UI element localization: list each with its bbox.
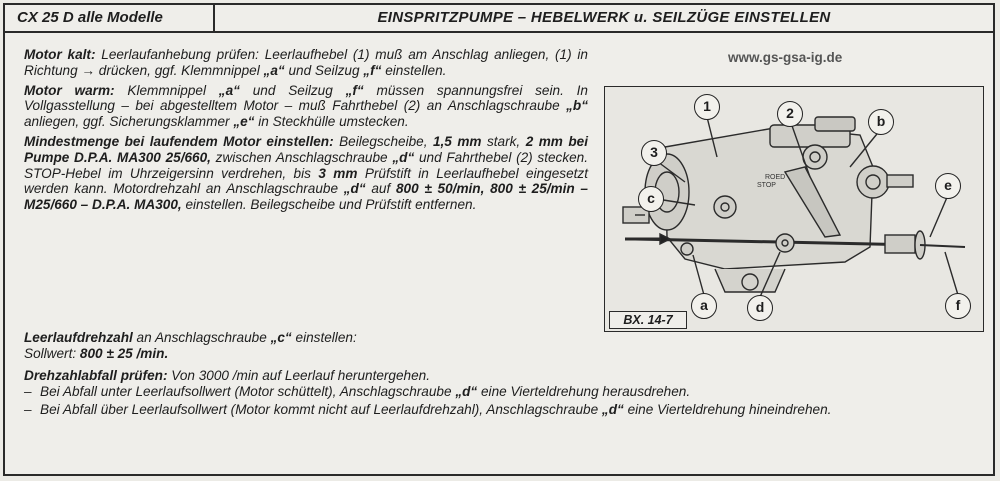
heading-motor-warm: Motor warm:: [24, 82, 115, 98]
callout-a: a: [691, 293, 717, 319]
model-label: CX 25 D alle Modelle: [5, 5, 215, 31]
website-watermark: www.gs-gsa-ig.de: [728, 50, 843, 65]
paragraph-motor-kalt: Motor kalt: Leerlaufanhebung prüfen: Leerlaufhebel (1) muß am Anschlag anliegen, (1) in Richtung → drücken, ggf. Klemmnippel „a“ und Seilzug „f“ einstellen.: [24, 47, 588, 78]
paragraph-leerlauf: Leerlaufdrehzahl an Anschlagschraube „c“ einstellen: Sollwert: 800 ± 25 /min.: [24, 330, 357, 361]
pump-brand-text: ROED: [765, 174, 786, 181]
pump-figure: [604, 86, 984, 332]
heading-motor-kalt: Motor kalt:: [24, 47, 96, 62]
callout-1: 1: [694, 94, 720, 120]
paragraph-motor-warm: Motor warm: Klemmnippel „a“ und Seilzug „f“ müssen spannungsfrei sein. In Vollgasstellung – bei abgestelltem Motor – muß Fahrthebel (2) an Anschlagschraube „b“ anliegen, ggf. Sicherungsklammer „e“ in Steckhülle umstecken.: [24, 82, 588, 130]
callout-b: b: [868, 109, 894, 135]
callout-2: 2: [777, 101, 803, 127]
header-bar: [5, 5, 993, 33]
heading-leerlauf: Leerlaufdrehzahl: [24, 330, 133, 345]
callout-d: d: [747, 295, 773, 321]
figure-label: BX. 14-7: [609, 311, 687, 329]
paragraph-drehzahlabfall: Drehzahlabfall prüfen: Von 3000 /min auf Leerlauf heruntergehen.: [24, 367, 431, 383]
list-item: – Bei Abfall über Leerlaufsollwert (Motor kommt nicht auf Leerlaufdrehzahl), Anschlagschraube „d“ eine Vierteldrehung hineindrehen.: [24, 402, 832, 418]
paragraph-mindestmenge: Mindestmenge bei laufendem Motor einstellen: Beilegscheibe, 1,5 mm stark, 2 mm bei Pumpe D.P.A. MA300 25/660, zwischen Anschlagschraube „d“ und Fahrthebel (2) stecken. STOP-Hebel im Uhrzeigersinn verdrehen, bis 3 mm Prüfstift in Leerlaufhebel eingesetzt werden kann. Motordrehzahl an Anschlagschraube „d“ auf 800 ± 50/min, 800 ± 25/min – M25/660 – D.P.A. MA300, einstellen. Beilegscheibe und Prüfstift entfernen.: [24, 133, 589, 213]
list-item: – Bei Abfall unter Leerlaufsollwert (Motor schüttelt), Anschlagschraube „d“ eine Vierteldrehung herausdrehen.: [24, 384, 691, 400]
page-title: EINSPRITZPUMPE – HEBELWERK u. SEILZÜGE EINSTELLEN: [377, 9, 831, 26]
callout-e: e: [935, 173, 961, 199]
callout-3: 3: [641, 140, 667, 166]
heading-mindestmenge: Mindestmenge bei laufendem Motor einstellen:: [24, 133, 334, 149]
callout-f: f: [945, 293, 971, 319]
instruction-column: [24, 47, 588, 217]
heading-drehzahlabfall: Drehzahlabfall prüfen:: [24, 367, 168, 383]
lower-instructions: [24, 330, 974, 420]
pump-stop-text: STOP: [757, 182, 776, 189]
callout-c: c: [638, 186, 664, 212]
